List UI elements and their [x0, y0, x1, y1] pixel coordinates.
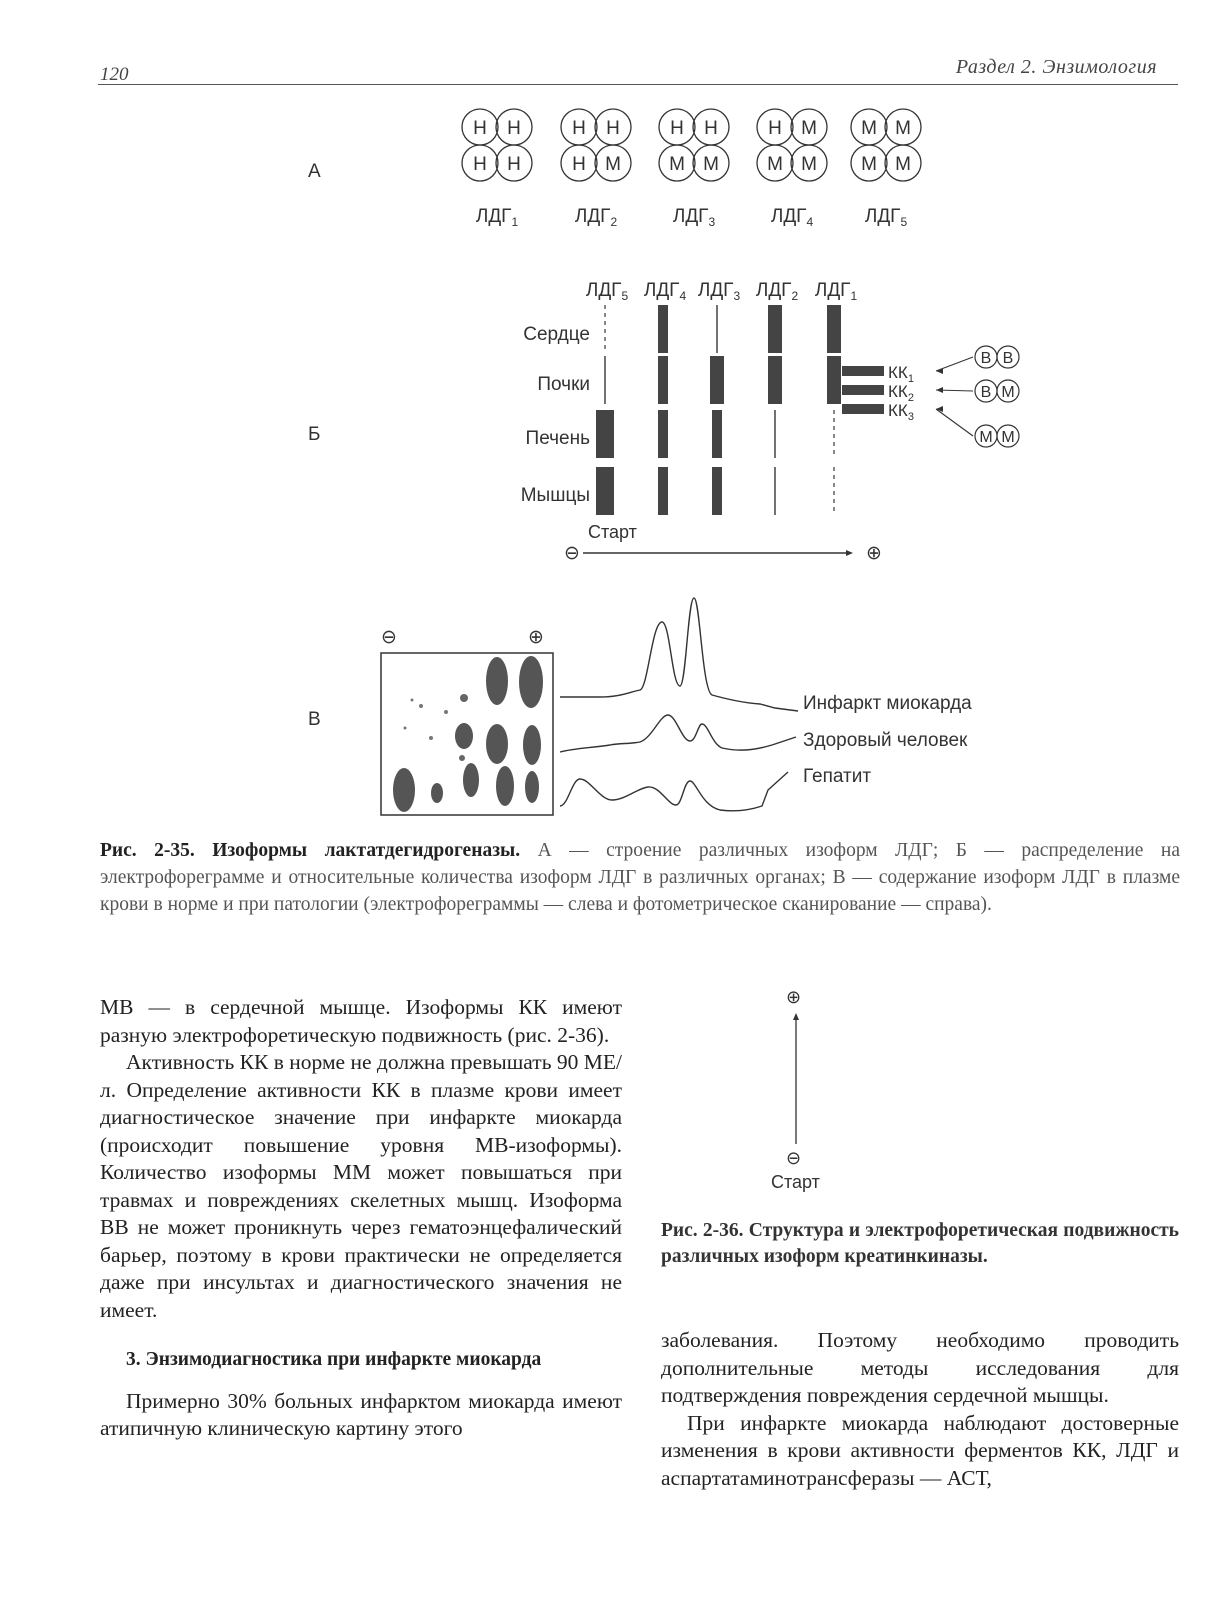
- paragraph: При инфаркте миокарда наблюдают достоверные изменения в крови активности ферментов КК, ЛДГ и аспартатаминотрансферазы — АСТ,: [661, 1410, 1179, 1490]
- subunit-letter: Н: [507, 154, 521, 175]
- subunit-letter: Н: [670, 118, 684, 139]
- isoform-band: [712, 410, 722, 458]
- left-column: [100, 994, 622, 1443]
- caption-text: А — строение различных изоформ ЛДГ; Б — распределение на электрофореграмме и относительные количества изоформ ЛДГ в различных органах; В — содержание изоформ ЛДГ в плазме крови в норме и при патологии (электрофореграммы — слева и фотометрическое сканирование — справа).: [100, 840, 1180, 915]
- minus-electrode-icon: ⊖: [564, 543, 580, 564]
- organ-label: Мышцы: [520, 485, 590, 506]
- isoform-column-label: $ЛДГ_2$: [755, 280, 799, 303]
- isoform-band: [768, 356, 782, 404]
- gel-speck: [419, 704, 423, 708]
- isoform-band: [716, 305, 718, 353]
- paragraph: МВ — в сердечной мышце. Изоформы КК имеют разную электрофоретическую подвижность (рис. 2-36).: [100, 995, 622, 1047]
- subunit-letter: М: [669, 154, 685, 175]
- organ-row: [526, 410, 834, 458]
- subunit-letter: Н: [768, 118, 782, 139]
- isoform-band: [658, 305, 668, 353]
- plus-electrode-icon: ⊕: [786, 987, 802, 1007]
- isoform-band: [774, 410, 776, 458]
- subunit-letter: М: [767, 154, 783, 175]
- minus-electrode-icon: ⊖: [381, 627, 397, 648]
- ck-subunit-letter: В: [1002, 350, 1014, 367]
- gel-spot: [486, 724, 508, 764]
- subunit-letter: М: [703, 154, 719, 175]
- isoform-band: [596, 410, 614, 458]
- start-label: Старт: [771, 1172, 820, 1192]
- paragraph: Примерно 30% больных инфарктом миокарда имеют атипичную клиническую картину этого: [100, 1388, 622, 1440]
- organ-row: [523, 305, 841, 353]
- organ-row: [521, 467, 834, 515]
- ck-subunit-letter: М: [1001, 429, 1015, 446]
- paragraph: заболевания. Поэтому необходимо проводить дополнительные методы исследования для подтверждения повреждения сердечной мышцы.: [661, 1328, 1179, 1407]
- ck-band-label: $КК_3$: [888, 401, 914, 423]
- ck-band-label: $КК_1$: [888, 363, 914, 385]
- panel-b-label: Б: [308, 424, 321, 445]
- isoform-column-headers: [586, 280, 858, 303]
- trace-infarction: [560, 598, 798, 711]
- running-head: Раздел 2. Энзимология: [955, 56, 1157, 78]
- isoform-column-label: $ЛДГ_3$: [697, 280, 741, 303]
- subunit-letter: М: [605, 154, 621, 175]
- trace-label-infarction: Инфаркт миокарда: [803, 693, 972, 714]
- gel-spot: [519, 656, 543, 708]
- isoform-tetramer: [757, 109, 827, 229]
- right-column: [661, 1327, 1179, 1492]
- isoform-tetramer: [851, 109, 921, 229]
- panel-b: [308, 280, 882, 564]
- subunit-letter: Н: [473, 118, 487, 139]
- ck-band: [842, 385, 884, 395]
- ck-band: [842, 404, 884, 414]
- subunit-letter: Н: [507, 118, 521, 139]
- isoform-label: $ЛДГ_1$: [475, 206, 519, 229]
- minus-electrode-icon: ⊖: [786, 1148, 802, 1168]
- trace-hepatitis: [560, 772, 788, 811]
- isoform-band: [604, 356, 606, 404]
- subunit-letter: М: [895, 154, 911, 175]
- start-label: Старт: [588, 522, 637, 542]
- subunit-letter: Н: [572, 118, 586, 139]
- isoform-band: [827, 305, 841, 353]
- subunit-letter: Н: [606, 118, 620, 139]
- trace-healthy: [560, 715, 796, 752]
- ck-band: [842, 366, 884, 376]
- isoform-column-label: $ЛДГ_5$: [585, 280, 629, 303]
- gel-spot: [455, 723, 473, 749]
- gel-speck: [460, 694, 468, 702]
- gel-speck: [444, 710, 448, 714]
- gel-speck: [459, 755, 465, 761]
- gel-speck: [404, 727, 407, 730]
- isoform-tetramer: [561, 109, 631, 229]
- subunit-letter: М: [861, 118, 877, 139]
- isoform-label: $ЛДГ_5$: [864, 206, 908, 229]
- subunit-letter: Н: [572, 154, 586, 175]
- ck-subunit-letter: В: [980, 384, 992, 401]
- isoform-tetramer: [462, 109, 532, 229]
- isoform-band: [658, 356, 668, 404]
- isoform-tetramer: [659, 109, 729, 229]
- isoform-column-label: $ЛДГ_4$: [643, 280, 687, 303]
- isoform-band: [658, 410, 668, 458]
- gel-spot: [486, 657, 508, 705]
- ck-subunit-letter: М: [979, 429, 993, 446]
- figure-2-36-caption: Рис. 2-36. Структура и электрофоретическая подвижность различных изоформ креатинкиназы.: [661, 1220, 1179, 1267]
- trace-label-healthy: Здоровый человек: [803, 730, 968, 751]
- isoform-band: [774, 467, 776, 515]
- isoform-band: [658, 467, 668, 515]
- subunit-letter: М: [861, 154, 877, 175]
- page-number: 120: [100, 64, 129, 85]
- caption-label: Рис. 2-35. Изоформы лактатдегидрогеназы.: [100, 840, 521, 861]
- organ-label: Печень: [525, 428, 590, 449]
- isoform-label: $ЛДГ_3$: [672, 206, 716, 229]
- trace-label-hepatitis: Гепатит: [803, 766, 872, 787]
- plus-electrode-icon: ⊕: [866, 543, 882, 564]
- organ-label: Сердце: [523, 324, 590, 345]
- panel-v-label: В: [308, 709, 321, 730]
- ck-subunit-letter: М: [1001, 384, 1015, 401]
- isoform-molecules: [462, 109, 921, 229]
- organ-label: Почки: [537, 374, 590, 395]
- ck-subunit-letter: В: [980, 350, 992, 367]
- isoform-band: [710, 356, 724, 404]
- arrow-head-icon: [793, 1013, 799, 1020]
- subunit-letter: Н: [704, 118, 718, 139]
- isoform-label: $ЛДГ_4$: [770, 206, 814, 229]
- isoform-band: [827, 356, 841, 404]
- gel-speck: [411, 699, 414, 702]
- isoform-column-label: $ЛДГ_1$: [814, 280, 858, 303]
- subunit-letter: М: [801, 118, 817, 139]
- gel-spot: [463, 763, 479, 797]
- gel-spot: [523, 725, 541, 765]
- gel-spot: [496, 766, 514, 806]
- gel-speck: [429, 736, 433, 740]
- subunit-letter: Н: [473, 154, 487, 175]
- isoform-label: $ЛДГ_2$: [574, 206, 618, 229]
- isoform-band: [768, 305, 782, 353]
- figure-2-35-caption: [100, 837, 1180, 918]
- panel-a-label: А: [308, 161, 321, 182]
- ck-band-label: $КК_2$: [888, 382, 914, 404]
- panel-a: [308, 109, 921, 229]
- panel-v: [308, 598, 972, 815]
- subunit-letter: М: [895, 118, 911, 139]
- plus-electrode-icon: ⊕: [528, 627, 544, 648]
- paragraph: Активность КК в норме не должна превышать 90 МЕ/л. Определение активности КК в плазме крови имеет диагностическое значение при инфаркте миокарда (происходит повышение уровня МВ-изоформы). Количество изоформы ММ может повышаться при травмах и повреждениях скелетных мышц. Изоформа ВВ не может проникнуть через гематоэнцефалический барьер, поэтому в крови практически не определяется даже при инсультах и диагностического значения не имеет.: [100, 1050, 622, 1322]
- gel-spot: [431, 783, 443, 803]
- arrow-head-icon: [846, 550, 853, 556]
- isoform-band: [596, 467, 614, 515]
- section-heading: 3. Энзимодиагностика при инфаркте миокарда: [126, 1349, 542, 1370]
- isoform-band: [712, 467, 722, 515]
- gel-spot: [393, 768, 415, 812]
- gel-spot: [525, 771, 539, 803]
- subunit-letter: М: [801, 154, 817, 175]
- organ-rows: [521, 305, 841, 515]
- organ-row: [537, 356, 841, 404]
